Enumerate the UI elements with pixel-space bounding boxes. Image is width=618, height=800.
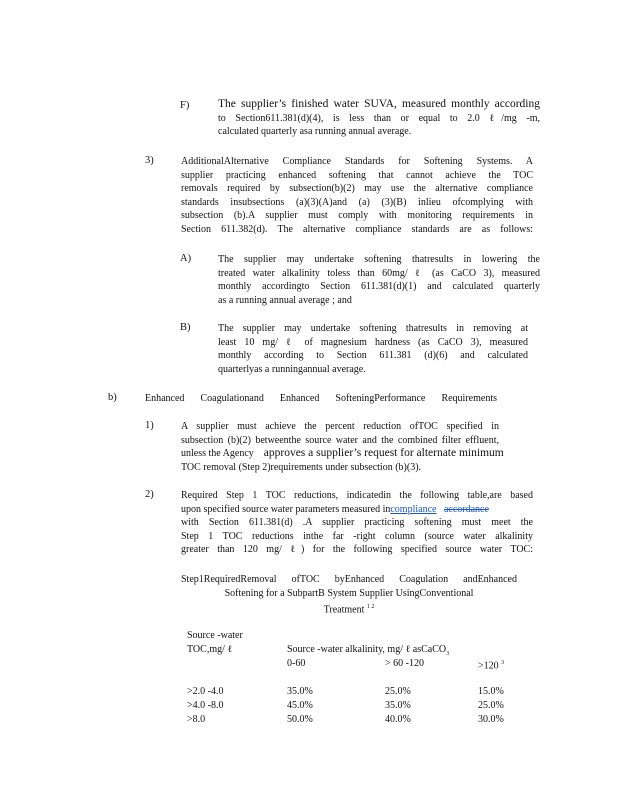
value-cell: 15.0%	[478, 686, 504, 697]
toc-cell: >2.0 -4.0	[187, 686, 224, 697]
item-b2-line-4: Step 1 TOC reductions inthe far -right column (source water alkalinity	[181, 530, 533, 542]
item-f-label: F)	[180, 100, 190, 111]
sub-header-0-60: 0-60	[287, 658, 306, 669]
section-b-heading	[145, 392, 497, 406]
item-3b-line-3: monthly according to Section 611.381 (d)(6) and calculated	[218, 350, 528, 362]
sub-header-gt120-wrap	[478, 657, 504, 673]
item-f-line-1: The supplier’s finished water SUVA, measured monthly according	[218, 98, 540, 110]
item-3a-line-3: monthly accordingto Section 611.381(d)(1) and calculated quarterly	[218, 281, 540, 293]
table-title-line-2: Softening for a SubpartB System Supplier UsingConventional	[224, 588, 474, 599]
value-cell: 30.0%	[478, 714, 504, 725]
item-b1-line-1: A supplier must achieve the percent reduction ofTOC specified in	[181, 421, 499, 432]
item-3b-line-1: The supplier may undertake softening thatresults in removing at	[218, 323, 528, 334]
value-cell: 35.0%	[287, 686, 313, 697]
item-3-line: subsection (b).A supplier must comply with monitoring requirements in	[181, 210, 533, 222]
item-3-label: 3)	[145, 155, 154, 166]
alkalinity-header-sub: 3	[446, 651, 450, 657]
item-b1-line-3a: unless the Agency	[181, 448, 254, 460]
table-title	[181, 573, 517, 587]
item-f-line-2: to Section611.381(d)(4), is less than or equal to 2.0 ℓ/mg -m,	[218, 112, 540, 124]
item-3-line: standards insubsections (a)(3)(A)and (a) (3)(B) inlieu ofcomplying with	[181, 196, 533, 208]
value-cell: 35.0%	[385, 700, 411, 711]
table-title-line-1: Step1RequiredRemoval ofTOC byEnhanced Coagulation andEnhanced	[181, 574, 517, 585]
item-b1-line-3b: approves a supplier’s request for alternate minimum	[263, 447, 504, 460]
item-b2-line-2	[181, 503, 533, 517]
item-3-text	[181, 155, 533, 237]
value-cell: 45.0%	[287, 700, 313, 711]
item-b1-line-2: subsection (b)(2) betweenthe source water and the combined filter effluent,	[181, 434, 499, 446]
sub-header-60-120: > 60 -120	[385, 658, 424, 669]
item-b2-label: 2)	[145, 489, 154, 500]
sub-header-footnote: 3	[501, 660, 505, 666]
sub-header-gt120: >120	[478, 660, 499, 672]
item-3a-line-1: The supplier may undertake softening thatresults in lowering the	[218, 254, 540, 265]
item-f-line-3: calculated quarterly asa running annual average.	[218, 126, 412, 138]
col-toc-header-1: Source -water	[187, 630, 243, 641]
item-3-line: removals required by subsection(b)(2) may use the alternative compliance	[181, 183, 533, 195]
alkalinity-header: Source -water alkalinity, mg/ ℓ asCaCO	[287, 644, 447, 655]
value-cell: 40.0%	[385, 714, 411, 725]
item-b2-text	[181, 489, 533, 557]
accordance-strikethrough: accordance	[443, 503, 489, 515]
item-3b-line-4: quarterlyas a runningannual average.	[218, 363, 366, 375]
compliance-link[interactable]: compliance	[390, 503, 437, 515]
item-b1-text	[181, 420, 504, 474]
item-b2-line-2a: upon specified source water parameters measured in	[181, 503, 391, 515]
item-3b-label: B)	[180, 322, 191, 333]
toc-cell: >8.0	[187, 714, 206, 725]
item-3a-line-4: as a running annual average ; and	[218, 294, 352, 306]
table-title-line-3-wrap	[181, 601, 517, 617]
col-toc-header-2: TOC,mg/ ℓ	[187, 644, 233, 655]
item-b1-line-3	[181, 447, 504, 461]
value-cell: 25.0%	[385, 686, 411, 697]
item-b1-line-4: TOC removal (Step 2)requirements under subsection (b)(3).	[181, 461, 422, 473]
item-3-line: supplier practicing enhanced softening that cannot achieve the TOC	[181, 169, 533, 181]
item-3-line: AdditionalAlternative Compliance Standards for Softening Systems. A	[181, 156, 533, 167]
toc-cell: >4.0 -8.0	[187, 700, 224, 711]
item-3-line: Section 611.382(d). The alternative compliance standards are as follows:	[181, 223, 533, 235]
item-3a-text	[218, 253, 540, 307]
table-title-footnote: 1 2	[366, 604, 375, 610]
item-3b-line-2: least 10 mg/ ℓ of magnesium hardness (as CaCO 3), measured	[218, 336, 528, 348]
section-b-heading-text: Enhanced Coagulationand Enhanced SofteningPerformance Requirements	[145, 393, 497, 404]
alkalinity-header-wrap	[287, 643, 449, 662]
item-b2-line-1: Required Step 1 TOC reductions, indicatedin the following table,are based	[181, 490, 533, 501]
item-3a-label: A)	[180, 253, 192, 264]
item-b2-line-5: greater than 120 mg/ ℓ) for the following specified source water TOC:	[181, 544, 533, 556]
value-cell: 25.0%	[478, 700, 504, 711]
item-3b-text	[218, 322, 528, 376]
table-title-line-3: Treatment	[323, 604, 365, 616]
item-b1-label: 1)	[145, 420, 154, 431]
section-b-label: b)	[108, 392, 117, 403]
value-cell: 50.0%	[287, 714, 313, 725]
item-f-text	[218, 98, 540, 139]
item-b2-line-3: with Section 611.381(d) .A supplier practicing softening must meet the	[181, 517, 533, 529]
item-3a-line-2: treated water alkalinity toless than 60mg/ ℓ (as CaCO 3), measured	[218, 267, 540, 279]
